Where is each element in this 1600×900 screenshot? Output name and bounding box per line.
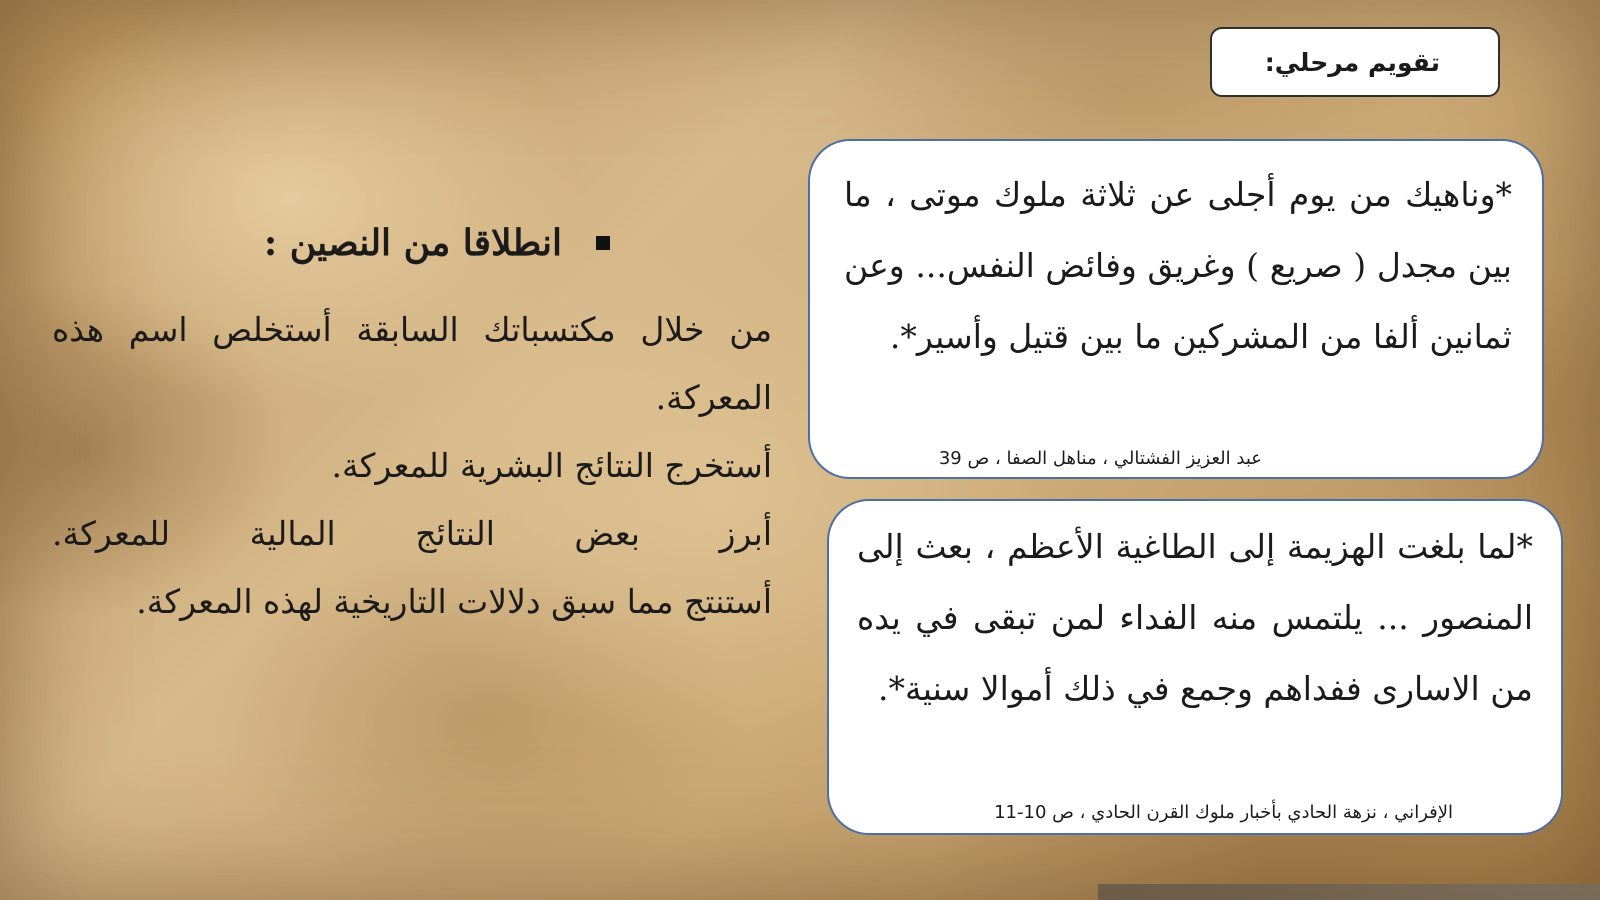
- task-heading: [200, 222, 610, 264]
- task-item-3: أبرز بعض النتائج المالية للمعركة.: [52, 514, 772, 553]
- quote-box-1: [808, 139, 1544, 479]
- square-bullet-icon: [596, 236, 610, 250]
- quote-1-source: عبد العزيز الفشتالي ، مناهل الصفا ، ص 39: [938, 448, 1262, 469]
- task-item-4: أستنتج مما سبق دلالات التاريخية لهذه المعركة.: [136, 582, 772, 621]
- stage-evaluation-label: [1210, 27, 1500, 97]
- quote-2-source: الإفراني ، نزهة الحادي بأخبار ملوك القرن الحادي ، ص 10-11: [994, 802, 1453, 823]
- stage-evaluation-text: تقويم مرحلي:: [1264, 47, 1440, 77]
- bottom-strip: [1098, 884, 1600, 900]
- task-item-2: أستخرج النتائج البشرية للمعركة.: [331, 446, 772, 485]
- quote-box-2: [827, 499, 1563, 835]
- task-item-1: من خلال مكتسباتك السابقة أستخلص اسم هذه المعركة.: [52, 310, 772, 417]
- task-heading-text: انطلاقا من النصين :: [263, 222, 562, 264]
- task-list: [52, 296, 772, 636]
- quote-1-text: *وناهيك من يوم أجلى عن ثلاثة ملوك موتى ، ما بين مجدل ( صريع ) وغريق وفائض النفس... وعن ثمانين ألفا من المشركين ما بين قتيل وأسير*.: [844, 175, 1512, 356]
- quote-2-text: *لما بلغت الهزيمة إلى الطاغية الأعظم ، بعث إلى المنصور ... يلتمس منه الفداء لمن تبقى في يده من الاسارى ففداهم وجمع في ذلك أموالا سنية*.: [857, 527, 1533, 708]
